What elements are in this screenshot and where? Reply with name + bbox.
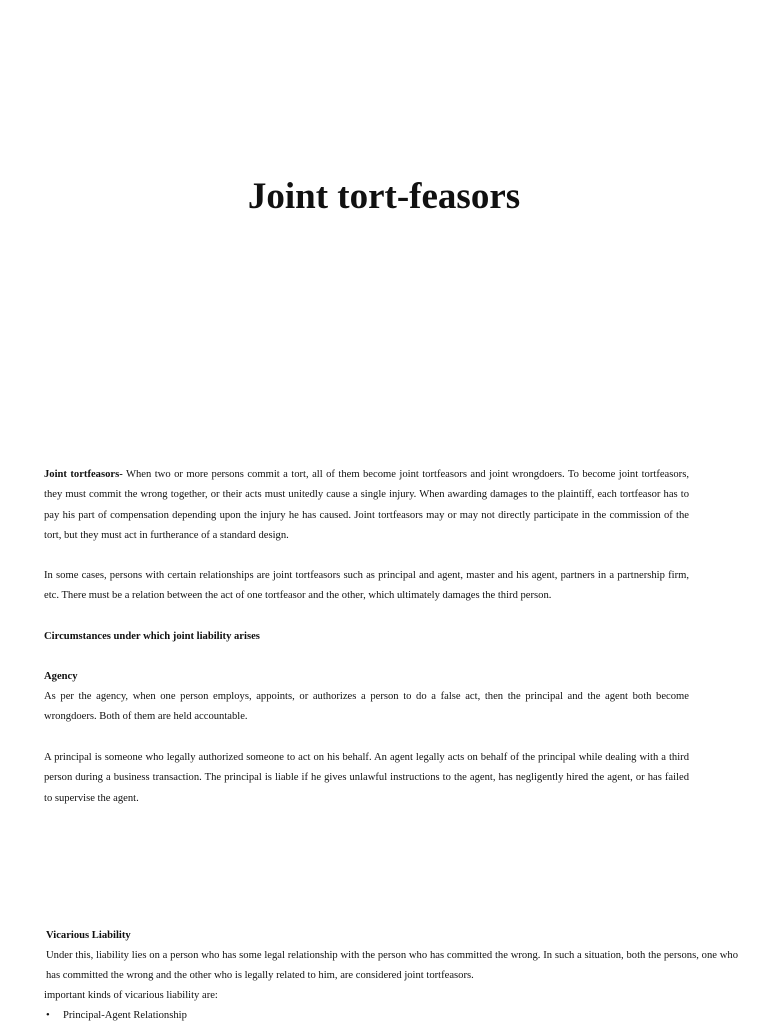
vicarious-kinds-intro: important kinds of vicarious liability are: [44, 990, 218, 1001]
list-item [46, 1006, 187, 1026]
intro-term: Joint tortfeasors- [44, 469, 123, 480]
intro-text: When two or more persons commit a tort, all of them become joint tortfeasors and joint wrongdoers. To become joint tortfeasors, they must commit the wrong together, or their acts must unitedly cause a single injury. When awarding damages to the plaintiff, each tortfeasor has to pay his part of compensation depending upon the injury he has caused. Joint tortfeasors may or may not directly participate in the commission of the tort, but they must act in furtherance of a standard design. [44, 469, 689, 541]
agency-heading: Agency [44, 671, 78, 682]
relationships-paragraph: In some cases, persons with certain relationships are joint tortfeasors such as principal and agent, master and his agent, partners in a partnership firm, etc. There must be a relation between the act of one tortfeasor and the other, which ultimately damages the third person. [44, 570, 689, 602]
agency-paragraph-1: As per the agency, when one person employs, appoints, or authorizes a person to do a false act, then the principal and the agent both become wrongdoers. Both of them are held accountable. [44, 691, 689, 723]
list-item-text: Principal-Agent Relationship [63, 1010, 187, 1021]
vicarious-paragraph: Under this, liability lies on a person who has some legal relationship with the person who has committed the wrong. In such a situation, both the persons, one who has committed the wrong and the other who is legally related to him, are considered joint tortfeasors. [46, 950, 738, 981]
page-title: Joint tort-feasors [247, 176, 521, 217]
agency-paragraph-2: A principal is someone who legally authorized someone to act on his behalf. An agent legally acts on behalf of the principal while dealing with a third person during a business transaction. The principal is liable if he gives unlawful instructions to the agent, has negligently hired the agent, or has failed to supervise the agent. [44, 752, 689, 804]
vicarious-heading: Vicarious Liability [46, 930, 131, 941]
circumstances-heading: Circumstances under which joint liability arises [44, 631, 260, 642]
bullet-icon: • [46, 1010, 50, 1021]
intro-paragraph [44, 465, 689, 546]
